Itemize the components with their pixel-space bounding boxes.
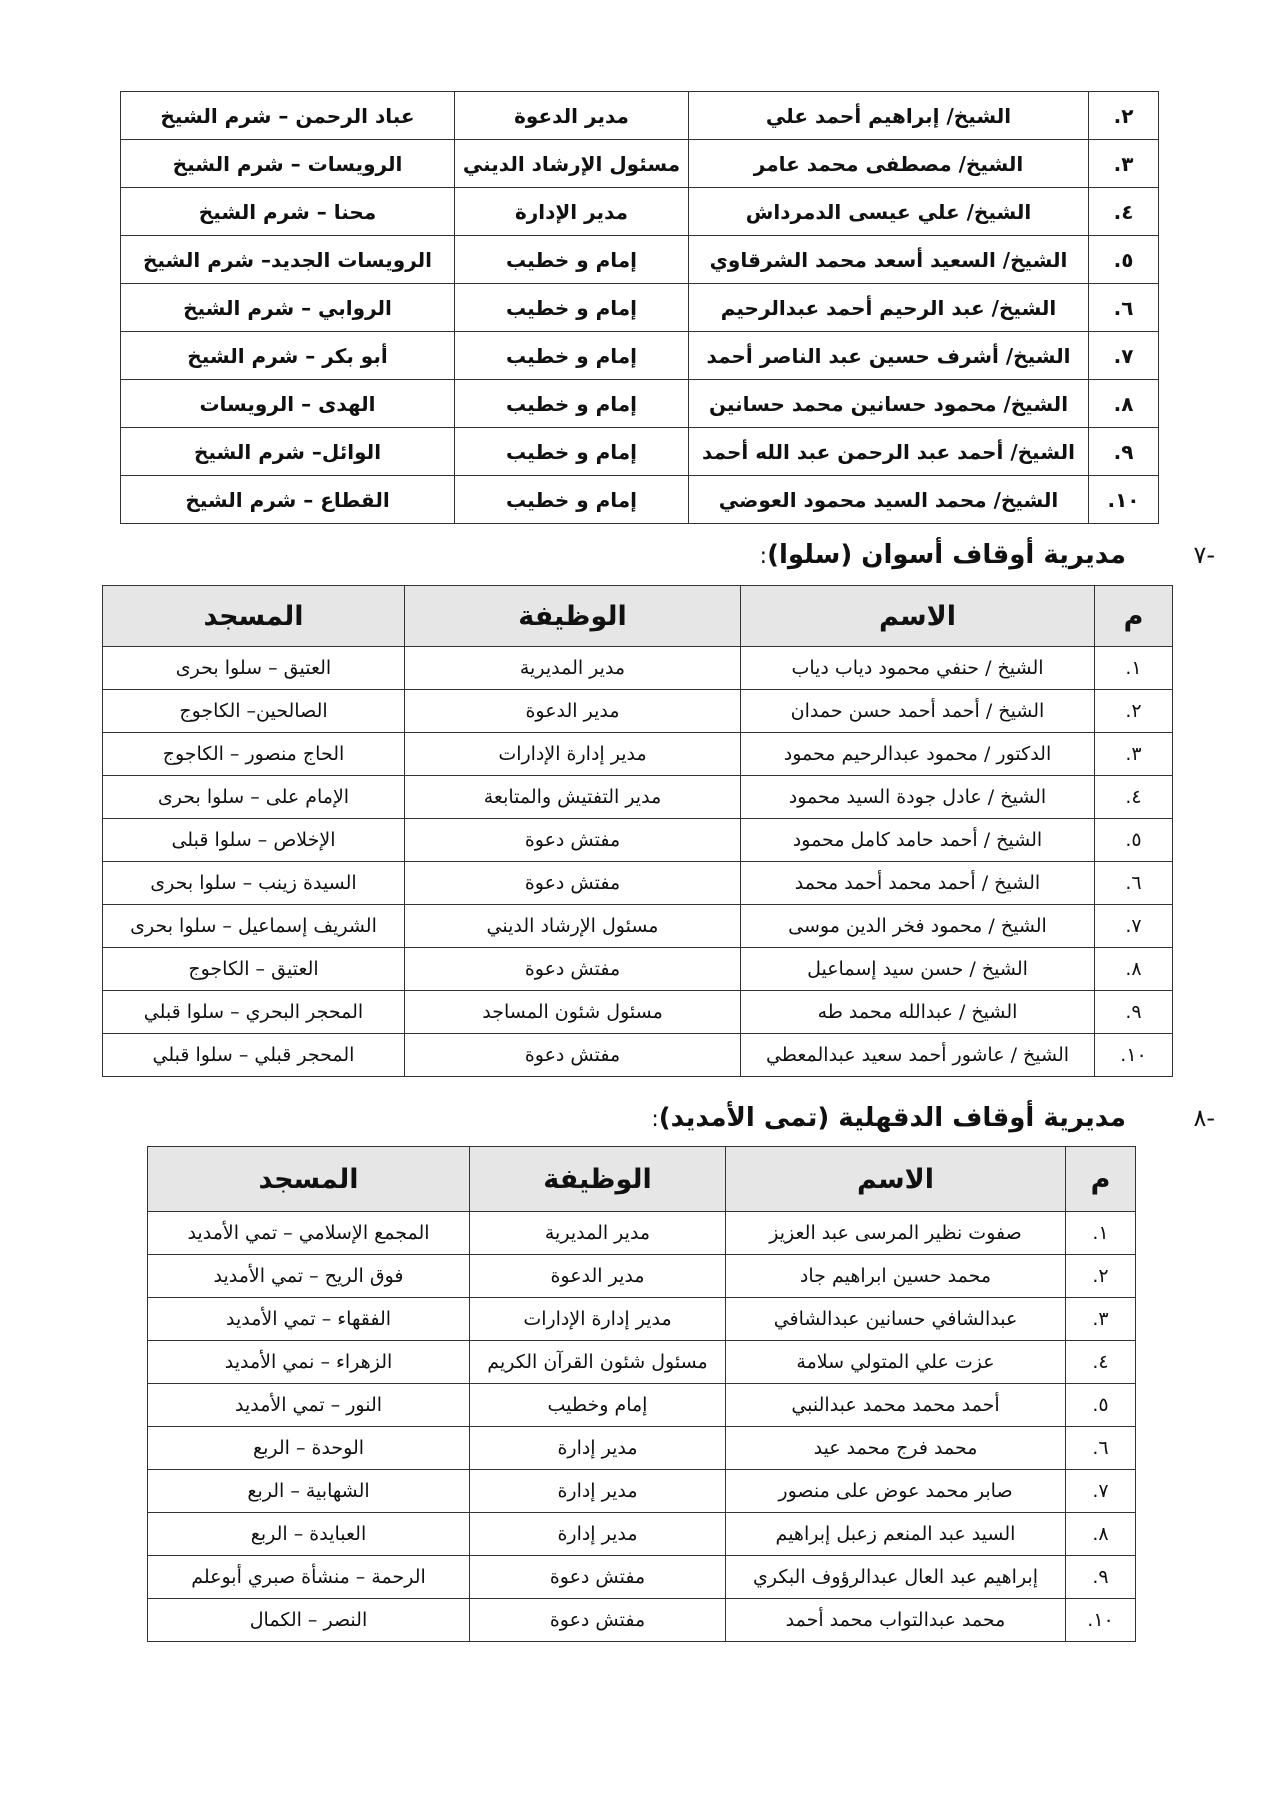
table-row <box>148 1470 1136 1513</box>
cell-num: ٥. <box>1095 819 1173 862</box>
table-body <box>121 92 1159 524</box>
cell-mosque: العبايدة – الربع <box>148 1513 470 1556</box>
cell-name: صابر محمد عوض على منصور <box>726 1470 1066 1513</box>
cell-mosque: الرويسات – شرم الشيخ <box>121 140 455 188</box>
cell-name: عبدالشافي حسانين عبدالشافي <box>726 1298 1066 1341</box>
table-row <box>121 140 1159 188</box>
cell-job: مفتش دعوة <box>405 819 741 862</box>
cell-name: الدكتور / محمود عبدالرحيم محمود <box>741 733 1095 776</box>
cell-num: ١٠. <box>1089 476 1159 524</box>
cell-job: مدير إدارة الإدارات <box>405 733 741 776</box>
header-num: م <box>1066 1147 1136 1212</box>
table-row <box>148 1212 1136 1255</box>
cell-mosque: الصالحين– الكاجوج <box>103 690 405 733</box>
cell-num: ٧. <box>1066 1470 1136 1513</box>
header-name: الاسم <box>741 586 1095 647</box>
cell-mosque: الحاج منصور – الكاجوج <box>103 733 405 776</box>
table-row <box>121 428 1159 476</box>
cell-job: مسئول شئون القرآن الكريم <box>470 1341 726 1384</box>
cell-num: ٢. <box>1066 1255 1136 1298</box>
header-mosque: المسجد <box>148 1147 470 1212</box>
cell-name: الشيخ / حسن سيد إسماعيل <box>741 948 1095 991</box>
table-header <box>148 1147 1136 1212</box>
cell-job: مفتش دعوة <box>405 1034 741 1077</box>
cell-mosque: السيدة زينب – سلوا بحرى <box>103 862 405 905</box>
table-row <box>121 332 1159 380</box>
cell-mosque: أبو بكر – شرم الشيخ <box>121 332 455 380</box>
cell-mosque: الرويسات الجديد– شرم الشيخ <box>121 236 455 284</box>
cell-name: الشيخ / أحمد محمد أحمد محمد <box>741 862 1095 905</box>
table-row <box>121 380 1159 428</box>
cell-job: مدير التفتيش والمتابعة <box>405 776 741 819</box>
cell-name: محمد فرج محمد عيد <box>726 1427 1066 1470</box>
table-row <box>103 733 1173 776</box>
cell-num: ٨. <box>1089 380 1159 428</box>
cell-name: عزت علي المتولي سلامة <box>726 1341 1066 1384</box>
table-row <box>121 284 1159 332</box>
table-row <box>121 236 1159 284</box>
cell-mosque: الشهابية – الربع <box>148 1470 470 1513</box>
cell-name: الشيخ / عاشور أحمد سعيد عبدالمعطي <box>741 1034 1095 1077</box>
table-row <box>148 1298 1136 1341</box>
table-row <box>103 948 1173 991</box>
cell-mosque: الإخلاص – سلوا قبلى <box>103 819 405 862</box>
cell-name: الشيخ/ مصطفى محمد عامر <box>689 140 1089 188</box>
table-row <box>148 1513 1136 1556</box>
table-row <box>148 1599 1136 1642</box>
cell-mosque: العتيق – سلوا بحرى <box>103 647 405 690</box>
table-row <box>103 905 1173 948</box>
cell-name: الشيخ/ السعيد أسعد محمد الشرقاوي <box>689 236 1089 284</box>
section-8-heading <box>651 1103 1215 1133</box>
cell-name: الشيخ/ محمد السيد محمود العوضي <box>689 476 1089 524</box>
cell-job: مدير الدعوة <box>405 690 741 733</box>
cell-name: الشيخ/ عبد الرحيم أحمد عبدالرحيم <box>689 284 1089 332</box>
cell-name: صفوت نظير المرسى عبد العزيز <box>726 1212 1066 1255</box>
cell-job: مفتش دعوة <box>470 1556 726 1599</box>
cell-num: ٤. <box>1089 188 1159 236</box>
cell-name: الشيخ / عبدالله محمد طه <box>741 991 1095 1034</box>
cell-name: الشيخ / أحمد حامد كامل محمود <box>741 819 1095 862</box>
cell-job: إمام و خطيب <box>455 236 689 284</box>
cell-job: مفتش دعوة <box>405 948 741 991</box>
cell-job: إمام و خطيب <box>455 284 689 332</box>
table-row <box>148 1384 1136 1427</box>
header-name: الاسم <box>726 1147 1066 1212</box>
table-row <box>103 991 1173 1034</box>
table-row <box>148 1427 1136 1470</box>
cell-num: ١٠. <box>1095 1034 1173 1077</box>
header-mosque: المسجد <box>103 586 405 647</box>
cell-mosque: الروابي – شرم الشيخ <box>121 284 455 332</box>
cell-job: مدير الدعوة <box>455 92 689 140</box>
table-south-sinai-continued <box>120 91 1159 524</box>
table-dakahlia-tami-el-amdid <box>147 1146 1136 1642</box>
cell-job: مدير المديرية <box>405 647 741 690</box>
cell-mosque: فوق الريح – تمي الأمديد <box>148 1255 470 1298</box>
cell-name: محمد حسين ابراهيم جاد <box>726 1255 1066 1298</box>
cell-num: ٦. <box>1066 1427 1136 1470</box>
cell-num: ٤. <box>1066 1341 1136 1384</box>
cell-mosque: محنا – شرم الشيخ <box>121 188 455 236</box>
cell-name: الشيخ / أحمد أحمد حسن حمدان <box>741 690 1095 733</box>
cell-job: إمام و خطيب <box>455 332 689 380</box>
header-num: م <box>1095 586 1173 647</box>
cell-mosque: الهدى – الرويسات <box>121 380 455 428</box>
cell-mosque: عباد الرحمن – شرم الشيخ <box>121 92 455 140</box>
table-row <box>103 819 1173 862</box>
header-row <box>148 1147 1136 1212</box>
cell-num: ٨. <box>1066 1513 1136 1556</box>
cell-mosque: الفقهاء – تمي الأمديد <box>148 1298 470 1341</box>
section-title-colon: : <box>759 544 768 569</box>
cell-job: مدير الدعوة <box>470 1255 726 1298</box>
section-title: مديرية أوقاف أسوان (سلوا) <box>767 540 1126 570</box>
cell-num: ٩. <box>1089 428 1159 476</box>
section-7-heading <box>760 540 1215 570</box>
table-row <box>103 862 1173 905</box>
cell-mosque: المجمع الإسلامي – تمي الأمديد <box>148 1212 470 1255</box>
table-body <box>148 1212 1136 1642</box>
cell-job: مسئول شئون المساجد <box>405 991 741 1034</box>
cell-mosque: الشريف إسماعيل – سلوا بحرى <box>103 905 405 948</box>
table-aswan-sallwa <box>102 585 1173 1077</box>
cell-job: إمام وخطيب <box>470 1384 726 1427</box>
cell-mosque: المحجر قبلي – سلوا قبلي <box>103 1034 405 1077</box>
table-row <box>103 776 1173 819</box>
cell-num: ١٠. <box>1066 1599 1136 1642</box>
cell-num: ٢. <box>1095 690 1173 733</box>
table-body <box>103 647 1173 1077</box>
cell-name: الشيخ / محمود فخر الدين موسى <box>741 905 1095 948</box>
section-number: -٧ <box>1193 541 1215 569</box>
cell-num: ٥. <box>1066 1384 1136 1427</box>
cell-mosque: العتيق – الكاجوج <box>103 948 405 991</box>
cell-num: ٧. <box>1095 905 1173 948</box>
header-row <box>103 586 1173 647</box>
cell-name: الشيخ/ محمود حسانين محمد حسانين <box>689 380 1089 428</box>
table-row <box>121 92 1159 140</box>
cell-mosque: النصر – الكمال <box>148 1599 470 1642</box>
cell-name: الشيخ / عادل جودة السيد محمود <box>741 776 1095 819</box>
cell-num: ٢. <box>1089 92 1159 140</box>
cell-mosque: المحجر البحري – سلوا قبلي <box>103 991 405 1034</box>
cell-job: مدير إدارة <box>470 1470 726 1513</box>
cell-job: مدير إدارة <box>470 1513 726 1556</box>
cell-mosque: الوائل– شرم الشيخ <box>121 428 455 476</box>
cell-job: مسئول الإرشاد الديني <box>405 905 741 948</box>
cell-name: إبراهيم عبد العال عبدالرؤوف البكري <box>726 1556 1066 1599</box>
cell-mosque: الزهراء – نمي الأمديد <box>148 1341 470 1384</box>
cell-name: السيد عبد المنعم زعبل إبراهيم <box>726 1513 1066 1556</box>
cell-num: ١. <box>1066 1212 1136 1255</box>
cell-name: الشيخ/ أحمد عبد الرحمن عبد الله أحمد <box>689 428 1089 476</box>
cell-num: ٤. <box>1095 776 1173 819</box>
cell-num: ٦. <box>1095 862 1173 905</box>
section-number: -٨ <box>1193 1104 1215 1132</box>
section-title-colon: : <box>651 1107 659 1132</box>
cell-num: ٨. <box>1095 948 1173 991</box>
cell-job: مدير الإدارة <box>455 188 689 236</box>
cell-job: إمام و خطيب <box>455 380 689 428</box>
cell-name: الشيخ/ إبراهيم أحمد علي <box>689 92 1089 140</box>
table-row <box>103 647 1173 690</box>
cell-num: ٥. <box>1089 236 1159 284</box>
table-row <box>121 476 1159 524</box>
cell-job: مدير إدارة <box>470 1427 726 1470</box>
cell-name: أحمد محمد محمد عبدالنبي <box>726 1384 1066 1427</box>
cell-name: الشيخ / حنفي محمود دياب دياب <box>741 647 1095 690</box>
cell-num: ٣. <box>1095 733 1173 776</box>
cell-num: ٩. <box>1095 991 1173 1034</box>
cell-name: محمد عبدالتواب محمد أحمد <box>726 1599 1066 1642</box>
cell-mosque: الرحمة – منشأة صبري أبوعلم <box>148 1556 470 1599</box>
cell-num: ٣. <box>1089 140 1159 188</box>
cell-job: مدير المديرية <box>470 1212 726 1255</box>
cell-num: ٦. <box>1089 284 1159 332</box>
header-job: الوظيفة <box>470 1147 726 1212</box>
cell-mosque: الإمام على – سلوا بحرى <box>103 776 405 819</box>
cell-job: إمام و خطيب <box>455 428 689 476</box>
table-row <box>148 1341 1136 1384</box>
table-row <box>121 188 1159 236</box>
cell-mosque: القطاع – شرم الشيخ <box>121 476 455 524</box>
cell-job: مدير إدارة الإدارات <box>470 1298 726 1341</box>
table-row <box>148 1556 1136 1599</box>
table-row <box>103 690 1173 733</box>
table-header <box>103 586 1173 647</box>
cell-job: مفتش دعوة <box>405 862 741 905</box>
cell-job: مفتش دعوة <box>470 1599 726 1642</box>
cell-name: الشيخ/ أشرف حسين عبد الناصر أحمد <box>689 332 1089 380</box>
cell-num: ٣. <box>1066 1298 1136 1341</box>
cell-num: ٧. <box>1089 332 1159 380</box>
cell-job: مسئول الإرشاد الديني <box>455 140 689 188</box>
cell-num: ٩. <box>1066 1556 1136 1599</box>
cell-name: الشيخ/ علي عيسى الدمرداش <box>689 188 1089 236</box>
cell-num: ١. <box>1095 647 1173 690</box>
cell-mosque: الوحدة – الربع <box>148 1427 470 1470</box>
section-title: مديرية أوقاف الدقهلية (تمى الأمديد) <box>658 1103 1126 1133</box>
header-job: الوظيفة <box>405 586 741 647</box>
cell-job: إمام و خطيب <box>455 476 689 524</box>
table-row <box>103 1034 1173 1077</box>
cell-mosque: النور – تمي الأمديد <box>148 1384 470 1427</box>
table-row <box>148 1255 1136 1298</box>
